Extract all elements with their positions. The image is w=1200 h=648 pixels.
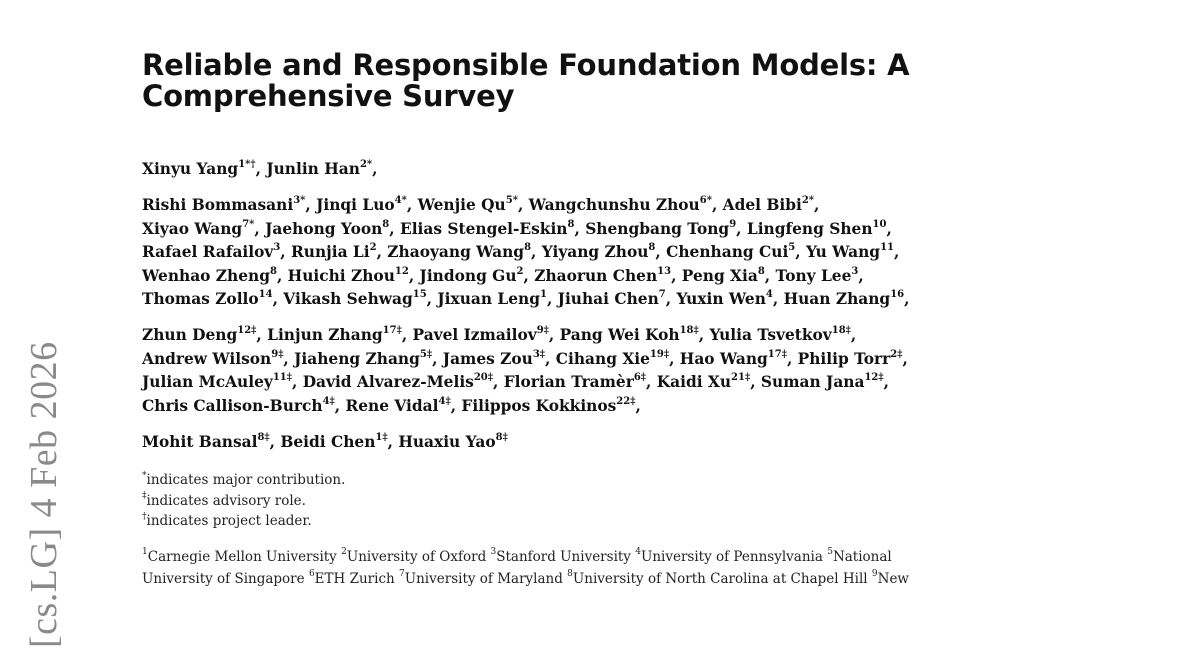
author-name: Kaidi Xu <box>656 373 732 392</box>
affiliation-mark: 17‡ <box>767 348 787 360</box>
affiliation-mark: 3 <box>851 265 859 277</box>
author-name: Beidi Chen <box>280 433 376 452</box>
author-list <box>142 158 1102 454</box>
affiliation-name: University of North Carolina at Chapel Hill <box>572 570 868 587</box>
author-name: Junlin Han <box>266 160 360 178</box>
note-text: indicates advisory role. <box>146 492 306 509</box>
author-name: Vikash Sehwag <box>283 290 413 309</box>
affiliation-mark: 15 <box>412 288 427 300</box>
author-name: Runjia Li <box>291 243 370 262</box>
affiliation-number: 5 <box>827 547 833 558</box>
author-name: Huan Zhang <box>783 290 891 309</box>
author-name: Rafael Rafailov <box>142 243 274 262</box>
author-name: Wenjie Qu <box>417 196 506 215</box>
author-name: Linjun Zhang <box>267 326 383 345</box>
contribution-note <box>142 470 1102 491</box>
author-name: Jaehong Yoon <box>265 219 383 238</box>
author-name: Andrew Wilson <box>142 349 272 368</box>
affiliation-number: 2 <box>341 547 347 558</box>
affiliation-number: 3 <box>490 547 497 558</box>
title-line: Comprehensive Survey <box>142 79 515 113</box>
author-name: Zhaorun Chen <box>534 266 658 285</box>
affiliation-mark: 17‡ <box>382 325 402 337</box>
affiliation-mark: 2 <box>369 242 377 254</box>
affiliation-mark: 7* <box>242 218 255 230</box>
affiliation-mark: 2* <box>359 158 373 170</box>
affiliation-mark: 2* <box>801 195 815 207</box>
author-line: Julian McAuley$^{11\ddagger}$, David Alvarez-Melis$^{20\ddagger}$, Florian Tramèr$^{6\ddagger}$, Kaidi $Xu^{21\ddagger}$, Suman Jana$^{12\ddagger}$, <box>142 372 889 392</box>
affiliation-mark: 2 <box>516 265 524 277</box>
author-name: Cihang Xie <box>555 349 650 368</box>
author-line: Zhun Deng$^{12\ddagger}$, Linjun Zhang$^{17\ddagger}$, Pavel Izmailov$^{9\ddagger}$, Pang Wei Koh$^{18\ddagger}$, Yulia Tsvetkov$^{18\ddagger}$, <box>142 325 857 345</box>
author-group <box>142 194 1102 311</box>
author-name: Huichi Zhou <box>287 266 395 285</box>
contribution-notes <box>142 470 1102 532</box>
affiliation-mark: 4‡ <box>438 395 451 407</box>
affiliation-mark: 11‡ <box>272 372 292 384</box>
affiliation-mark: 21‡ <box>731 372 751 384</box>
contribution-note <box>142 511 1102 532</box>
affiliation-mark: 8 <box>382 218 390 230</box>
affiliation-mark: 5 <box>788 242 796 254</box>
note-text: indicates major contribution. <box>146 472 346 489</box>
arxiv-side-stamp: [cs.LG] 4 Feb 2026 <box>23 341 65 648</box>
affiliation-mark: 1‡ <box>375 431 388 443</box>
author-name: Filippos Kokkinos <box>461 396 617 415</box>
affiliation-mark: 1 <box>539 288 547 300</box>
affiliation-number: 4 <box>635 547 641 558</box>
affiliation-mark: 18‡ <box>679 325 699 337</box>
paper-title <box>142 50 1102 112</box>
author-name: Rishi Bommasani <box>142 196 294 215</box>
author-group <box>142 158 1102 181</box>
author-name: Peng Xia <box>681 266 758 285</box>
affiliation-mark: 4‡ <box>322 395 335 407</box>
author-name: Xinyu Yang <box>142 160 239 178</box>
author-name: Yu Wang <box>805 243 881 262</box>
affiliation-mark: 3‡ <box>532 348 546 360</box>
affiliation-mark: 8 <box>648 242 656 254</box>
author-name: Mohit Bansal <box>142 433 258 452</box>
author-line: Xinyu Yang$^{1*\dagger}$, Junlin Han$^{2*}$, <box>142 158 378 178</box>
affiliation-mark: 8‡ <box>495 431 508 443</box>
affiliation-number: 6 <box>308 569 315 580</box>
author-name: Jindong Gu <box>419 266 517 285</box>
affiliation-name: University of Pennsylvania <box>640 548 823 565</box>
author-name: Adel Bibi <box>722 196 802 215</box>
affiliation-mark: 19‡ <box>649 348 670 360</box>
affiliation-mark: 4 <box>765 288 773 300</box>
affiliation-mark: 18‡ <box>831 325 851 337</box>
contribution-note <box>142 491 1102 512</box>
note-text: indicates project leader. <box>146 513 312 530</box>
author-name: Chris Callison-Burch <box>142 396 323 415</box>
affiliation-mark: 6‡ <box>633 372 647 384</box>
affiliation-mark: 9‡ <box>536 325 549 337</box>
affiliation-mark: 22‡ <box>616 395 636 407</box>
affiliation-number: 1 <box>142 547 148 558</box>
affiliation-mark: 5* <box>505 195 518 207</box>
author-name: Chenhang Cui <box>666 243 789 262</box>
affiliation-name: University of Oxford <box>346 548 487 565</box>
affiliation-mark: 12 <box>394 265 409 277</box>
affiliation-mark: 14 <box>258 288 273 300</box>
author-name: Tony Lee <box>775 266 852 285</box>
affiliation-mark: 12‡ <box>864 372 884 384</box>
affiliation-mark: 16 <box>890 288 905 300</box>
affiliation-mark: 6* <box>699 195 712 207</box>
affiliation-mark: 8 <box>757 265 765 277</box>
title-line: Reliable and Responsible Foundation Models: A <box>142 48 910 82</box>
note-mark: ‡ <box>142 491 147 502</box>
affiliation-mark: 8 <box>269 265 277 277</box>
affiliation-mark: 11 <box>880 242 894 254</box>
author-group <box>142 324 1102 418</box>
author-name: Huaxiu Yao <box>398 433 496 452</box>
affiliation-line <box>142 568 1102 590</box>
author-name: Thomas Zollo <box>142 290 259 309</box>
affiliation-name: ETH Zurich <box>314 570 395 587</box>
author-line: Xiyao Wang$^{7*}$, Jaehong Yoon$^8$, Elias Stengel-Eskin$^8$, Shengbang Tong$^9$, Lingfeng Shen$^{10}$, <box>142 218 892 238</box>
affiliation-mark: 7 <box>658 288 666 300</box>
author-line: Mohit Bansal$^{8\ddagger}$, Beidi Chen$^{1\ddagger}$, Huaxiu Yao$^{8\ddagger}$ <box>142 431 508 452</box>
author-name: Hao Wang <box>679 349 768 368</box>
affiliation-mark: 9‡ <box>271 348 284 360</box>
author-name: Jiaheng Zhang <box>294 349 420 368</box>
affiliation-mark: 2‡ <box>890 348 903 360</box>
author-line: Rafael Rafailov$^3$, Runjia Li$^2$, Zhaoyang Wang$^8$, Yiyang Zhou$^8$, Chenhang Cui$^5$, Yu Wang$^{11}$, <box>142 242 900 262</box>
affiliation-mark: 5‡ <box>419 348 433 360</box>
author-name: Rene Vidal <box>345 396 439 415</box>
affiliation-mark: 13 <box>657 265 672 277</box>
author-name: Zhaoyang Wang <box>387 243 525 262</box>
paper-front-page <box>142 50 1102 590</box>
note-mark: * <box>142 470 147 481</box>
affiliation-mark: 20‡ <box>473 372 493 384</box>
affiliation-name: University of Maryland <box>404 570 563 587</box>
author-name: Elias Stengel-Eskin <box>399 219 568 238</box>
author-name: Xiyao Wang <box>142 219 243 238</box>
author-name: David Alvarez-Melis <box>302 373 474 392</box>
affiliation-mark: 9 <box>729 218 737 230</box>
affiliation-mark: 8 <box>524 242 532 254</box>
affiliation-number: 9 <box>871 569 878 580</box>
affiliation-name: New <box>877 570 909 587</box>
author-line: Wenhao Zheng$^8$, Huichi Zhou$^{12}$, Jindong Gu$^2$, Zhaorun Chen$^{13}$, Peng Xia$^8$, Tony Lee$^3$, <box>142 265 864 285</box>
author-line: Andrew Wilson$^{9\ddagger}$, Jiaheng Zhang$^{5\ddagger}$, James Zou$^{3\ddagger}$, Cihang Xie$^{19\ddagger}$, Hao Wang$^{17\ddagger}$, Philip Torr$^{2\ddagger}$, <box>142 348 908 368</box>
author-name: Shengbang Tong <box>585 219 730 238</box>
affiliation-mark: 1*† <box>238 158 256 170</box>
author-name: Zhun Deng <box>142 326 238 345</box>
affiliation-name: Stanford University <box>496 548 631 565</box>
author-name: Pavel Izmailov <box>412 326 537 345</box>
author-line: Rishi Bommasani$^{3*}$, Jinqi Luo$^{4*}$, Wenjie $Qu^{5*}$, Wangchunshu Zhou$^{6*}$, Adel Bibi$^{2*}$, <box>142 195 820 215</box>
author-group <box>142 431 1102 454</box>
author-name: Wenhao Zheng <box>142 266 270 285</box>
author-name: Suman Jana <box>760 373 865 392</box>
affiliation-number: 8 <box>567 569 573 580</box>
note-mark: † <box>142 511 147 522</box>
affiliation-mark: 3* <box>293 195 306 207</box>
affiliation-list <box>142 546 1102 590</box>
affiliation-name: Carnegie Mellon University <box>147 548 337 565</box>
affiliation-name: National <box>832 548 892 565</box>
author-name: Jiuhai Chen <box>557 290 659 309</box>
author-name: Florian Tramèr <box>503 373 634 392</box>
affiliation-number: 7 <box>399 569 405 580</box>
author-name: Pang Wei Koh <box>559 326 680 345</box>
author-name: Jixuan Leng <box>437 290 540 309</box>
affiliation-line <box>142 546 1102 568</box>
affiliation-mark: 10 <box>872 218 887 230</box>
author-name: Yuxin Wen <box>676 290 766 309</box>
author-line: Thomas Zollo$^{14}$, Vikash Sehwag$^{15}$, Jixuan Leng$^1$, Jiuhai Chen$^7$, Yuxin Wen$^4$, Huan Zhang$^{16}$, <box>142 288 910 309</box>
author-name: Jinqi Luo <box>316 196 395 215</box>
author-name: Yulia Tsvetkov <box>709 326 832 345</box>
author-name: Wangchunshu Zhou <box>528 196 700 215</box>
author-name: James Zou <box>442 349 533 368</box>
affiliation-mark: 8 <box>567 218 575 230</box>
author-name: Lingfeng Shen <box>746 219 873 238</box>
affiliation-name: University of Singapore <box>142 570 305 587</box>
author-line: Chris Callison-Burch$^{4\ddagger}$, Rene Vidal$^{4\ddagger}$, Filippos Kokkinos$^{22\ddagger}$, <box>142 395 641 415</box>
affiliation-mark: 3 <box>273 242 281 254</box>
author-name: Julian McAuley <box>142 373 273 392</box>
author-name: Philip Torr <box>797 349 891 368</box>
author-name: Yiyang Zhou <box>541 243 649 262</box>
affiliation-mark: 12‡ <box>237 325 257 337</box>
affiliation-mark: 8‡ <box>257 431 270 443</box>
affiliation-mark: 4* <box>394 195 407 207</box>
